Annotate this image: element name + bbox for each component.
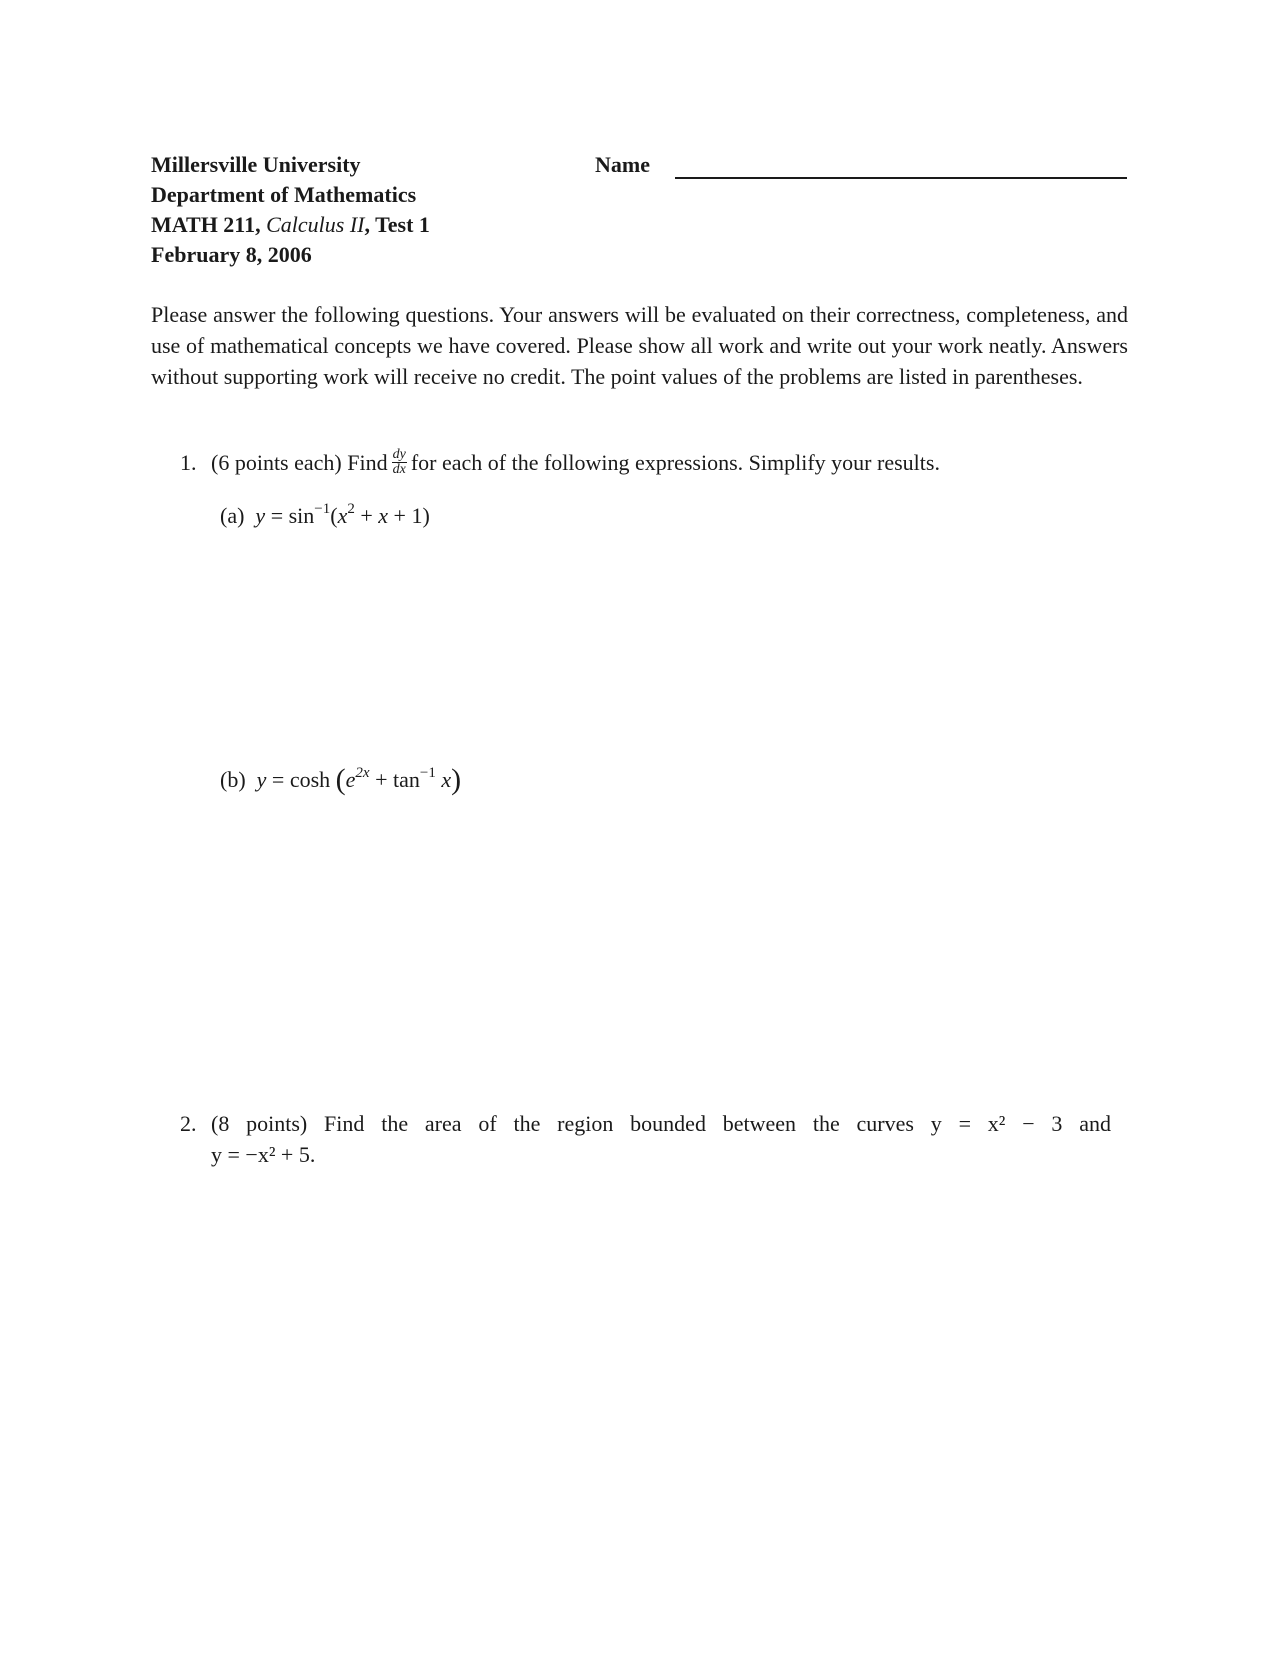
problem-1a-x2: x <box>378 503 389 528</box>
dy-dx-fraction <box>392 448 407 477</box>
problem-1b-label: (b) <box>220 767 246 792</box>
problem-1b-exp-2: −1 <box>419 764 436 781</box>
university-name: Millersville University <box>151 152 361 177</box>
problem-1a-end: + 1) <box>388 503 430 528</box>
problem-1-number: 1. <box>180 450 197 475</box>
problem-1b-lhs: y <box>256 767 267 792</box>
course-line <box>151 210 430 240</box>
problem-1b-open: ( <box>335 763 346 796</box>
problem-1a-rest: + <box>354 503 379 528</box>
problem-1b <box>220 762 461 795</box>
name-blank-line[interactable] <box>675 177 1127 179</box>
fraction-numerator: dy <box>392 447 406 463</box>
problem-1a-x1: x <box>337 503 348 528</box>
problem-1b-mid: + tan <box>369 767 420 792</box>
exam-date: February 8, 2006 <box>151 242 312 267</box>
course-prefix: MATH 211, <box>151 212 267 237</box>
problem-1a-eq: = sin <box>265 503 315 528</box>
exam-header <box>151 150 430 270</box>
course-title: Calculus II <box>266 212 365 237</box>
instructions-paragraph: Please answer the following questions. Your answers will be evaluated on their correctness, completeness, and use of mathematical concepts we have covered. Please show all work and write out your work neatly. Answers without supporting work will receive no credit. The point values of the problems are listed in parentheses. <box>151 302 1128 389</box>
problem-1b-x: x <box>435 767 452 792</box>
problem-1b-close: ) <box>451 763 462 796</box>
problem-1-lead: (6 points each) Find <box>211 450 388 475</box>
problem-1a-open: ( <box>330 503 338 528</box>
problem-1a-lhs: y <box>255 503 266 528</box>
problem-2-line-1: (8 points) Find the area of the region bounded between the curves y = x² − 3 and <box>211 1111 1111 1136</box>
fraction-denominator: dx <box>392 462 406 478</box>
problem-2-number: 2. <box>180 1111 197 1136</box>
problem-1a-exp-1: −1 <box>314 500 331 517</box>
course-suffix: , Test 1 <box>364 212 430 237</box>
problem-2 <box>180 1108 1111 1139</box>
problem-1a <box>220 500 430 531</box>
department-name: Department of Mathematics <box>151 182 417 207</box>
problem-1b-e: e <box>345 767 356 792</box>
problem-1b-exp-1: 2x <box>355 764 370 781</box>
problem-2-line-2: y = −x² + 5. <box>211 1142 316 1167</box>
problem-1-tail: for each of the following expressions. Simplify your results. <box>410 450 940 475</box>
name-label: Name <box>595 152 650 177</box>
problem-1b-eq: = cosh <box>266 767 336 792</box>
problem-1a-label: (a) <box>220 503 245 528</box>
problem-1a-exp-2: 2 <box>347 500 355 517</box>
problem-1 <box>180 447 940 479</box>
